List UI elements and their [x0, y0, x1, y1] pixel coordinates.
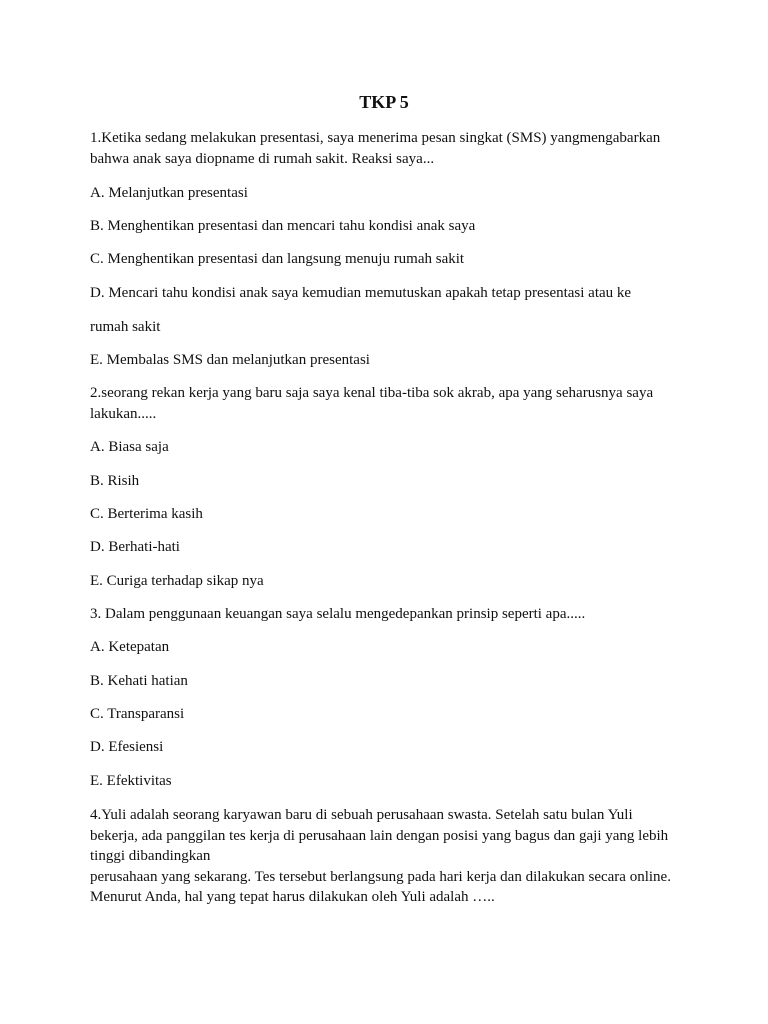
question-4-text-line-5: Menurut Anda, hal yang tepat harus dilakukan oleh Yuli adalah ….. [90, 889, 495, 905]
question-2-option-a: A. Biasa saja [90, 439, 169, 455]
question-3-option-e: E. Efektivitas [90, 773, 172, 789]
question-1-text-line-2: bahwa anak saya diopname di rumah sakit. Reaksi saya... [90, 151, 435, 167]
question-3-option-a: A. Ketepatan [90, 639, 170, 655]
question-2-text-line-2: lakukan..... [90, 406, 157, 422]
question-1-option-b: B. Menghentikan presentasi dan mencari tahu kondisi anak saya [90, 218, 476, 234]
question-2-option-e: E. Curiga terhadap sikap nya [90, 573, 264, 589]
question-2-option-c: C. Berterima kasih [90, 506, 203, 522]
question-3-option-c: C. Transparansi [90, 706, 185, 722]
question-2-option-b: B. Risih [90, 473, 140, 489]
question-3-text: 3. Dalam penggunaan keuangan saya selalu mengedepankan prinsip seperti apa..... [90, 606, 586, 622]
question-1-text-line-1: 1.Ketika sedang melakukan presentasi, saya menerima pesan singkat (SMS) yangmengabarkan [90, 130, 661, 146]
question-4-text-line-2: bekerja, ada panggilan tes kerja di perusahaan lain dengan posisi yang bagus dan gaji yang lebih [90, 828, 669, 844]
question-4-text-line-4: perusahaan yang sekarang. Tes tersebut berlangsung pada hari kerja dan dilakukan secara online. [90, 869, 671, 885]
question-3-option-b: B. Kehati hatian [90, 673, 188, 689]
question-1-option-e: E. Membalas SMS dan melanjutkan presentasi [90, 352, 370, 368]
question-2-text-line-1: 2.seorang rekan kerja yang baru saja saya kenal tiba-tiba sok akrab, apa yang seharusnya saya [90, 385, 654, 401]
question-4-text-line-3: tinggi dibandingkan [90, 848, 211, 864]
question-3-option-d: D. Efesiensi [90, 739, 164, 755]
question-1-option-d-line-2: rumah sakit [90, 319, 161, 335]
question-1-option-d-line-1: D. Mencari tahu kondisi anak saya kemudian memutuskan apakah tetap presentasi atau ke [90, 285, 632, 301]
page-title: TKP 5 [359, 92, 409, 112]
question-1-option-a: A. Melanjutkan presentasi [90, 185, 248, 201]
question-1-option-c: C. Menghentikan presentasi dan langsung menuju rumah sakit [90, 251, 465, 267]
question-2-option-d: D. Berhati-hati [90, 539, 180, 555]
question-4-text-line-1: 4.Yuli adalah seorang karyawan baru di sebuah perusahaan swasta. Setelah satu bulan Yuli [90, 807, 633, 823]
